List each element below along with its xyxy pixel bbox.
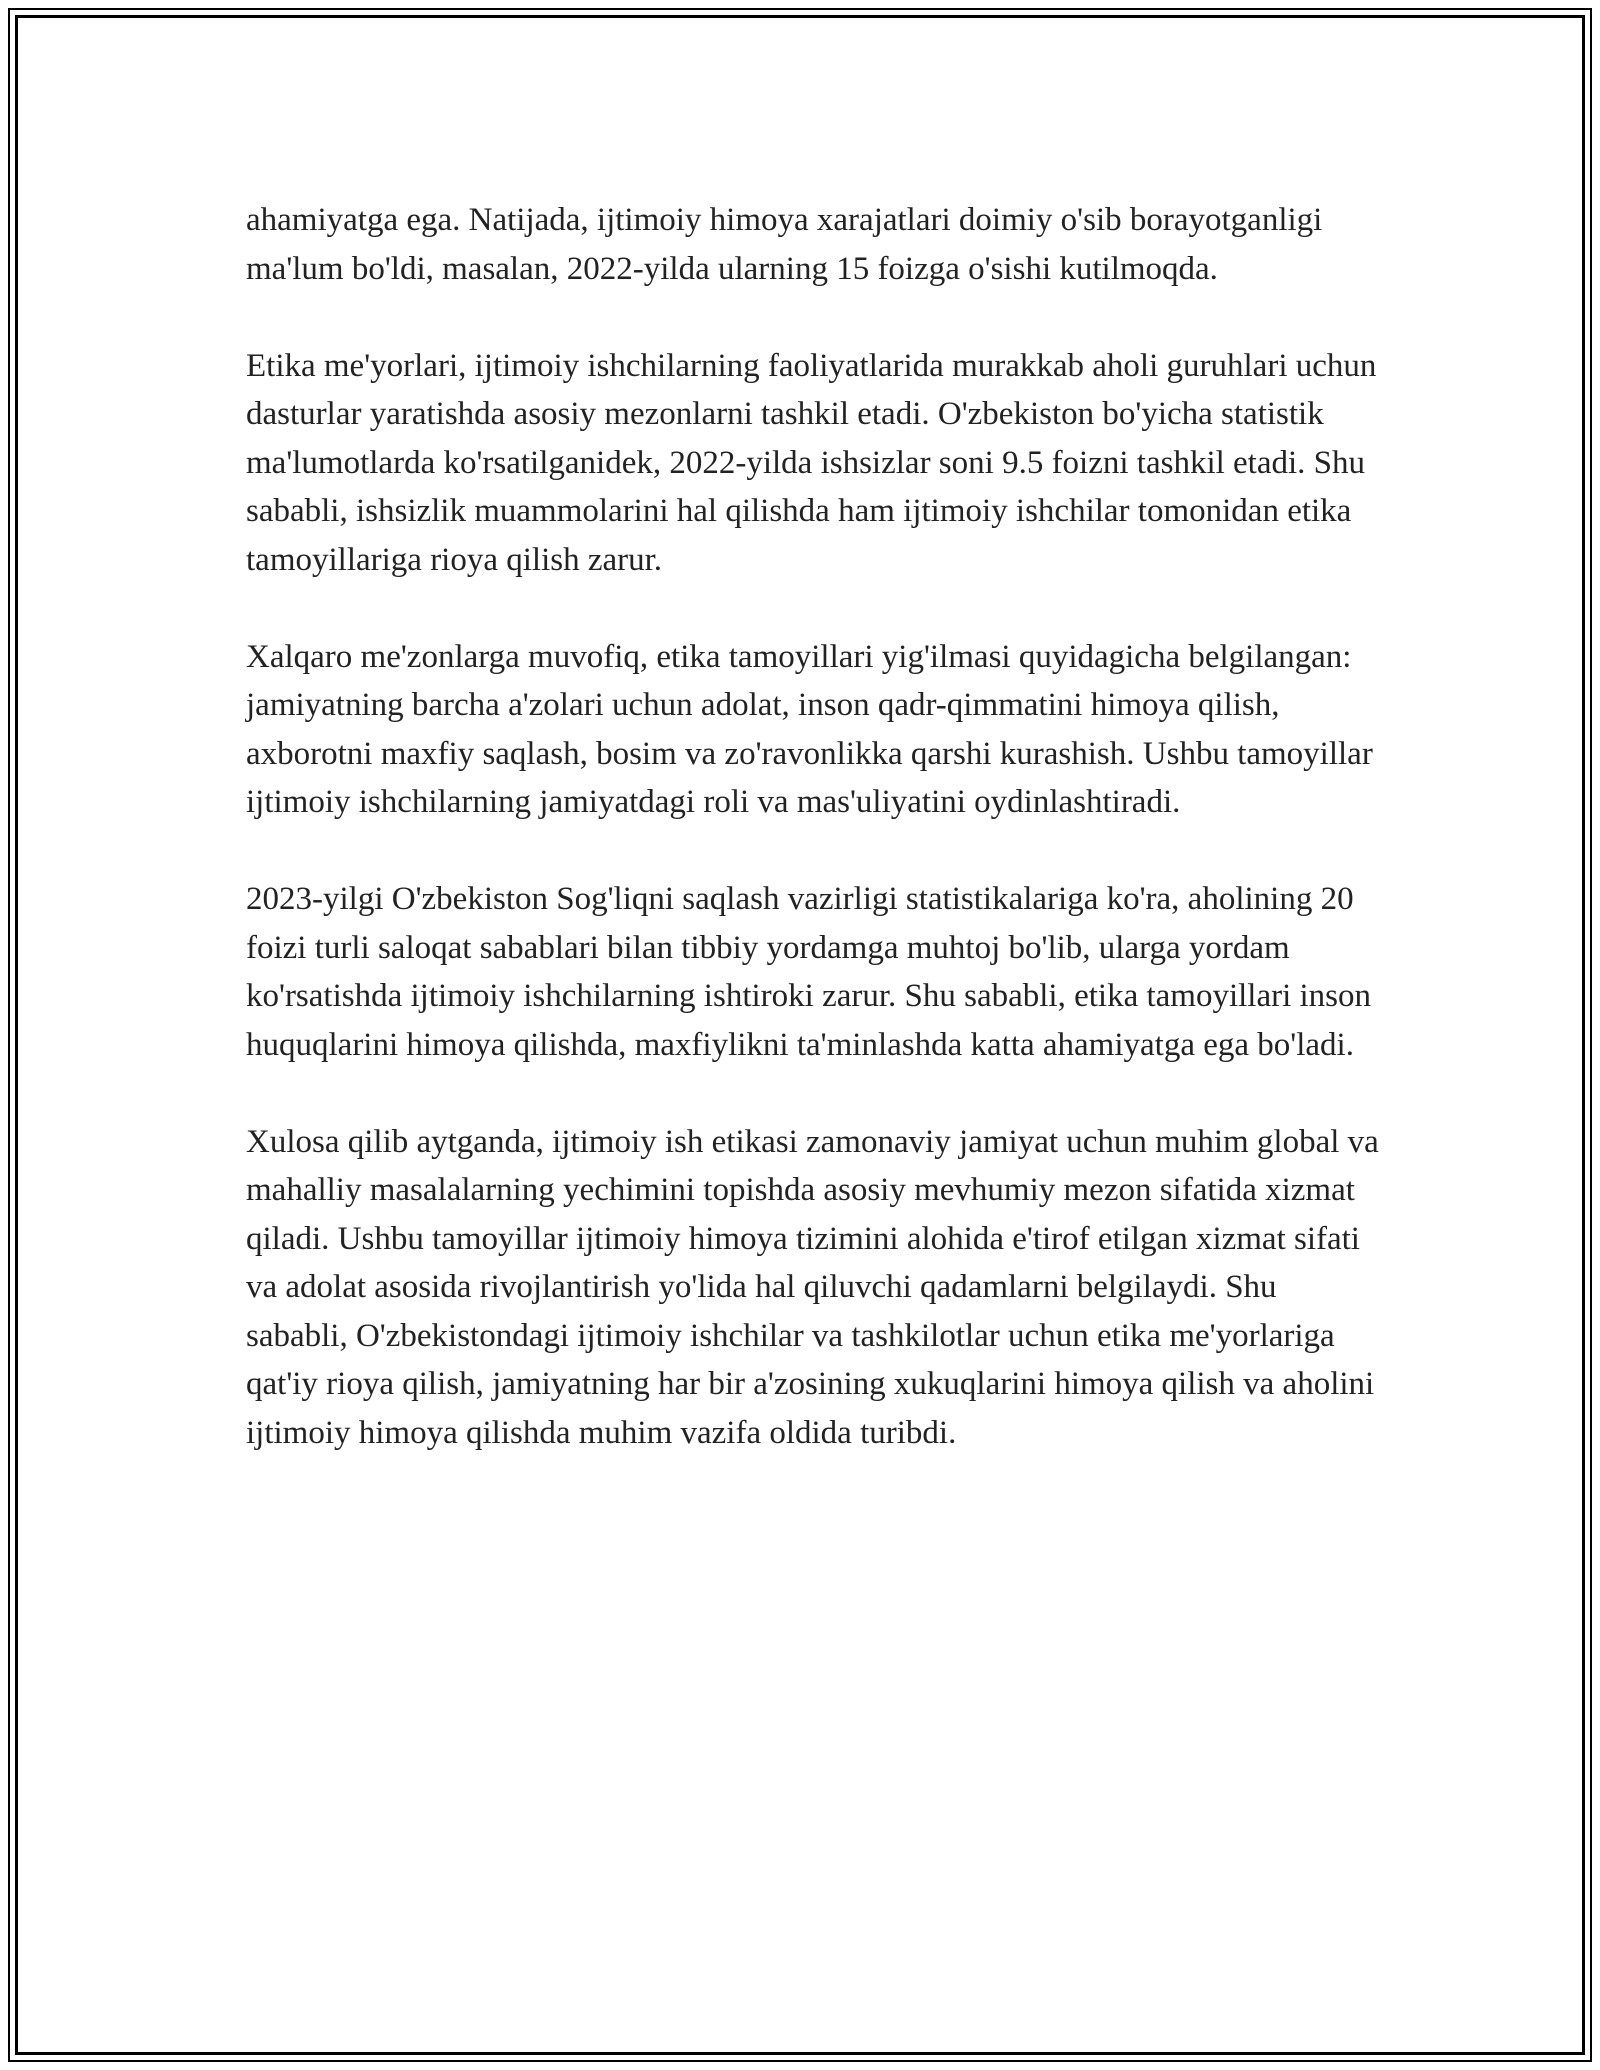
document-body <box>246 196 1386 1506</box>
page-frame <box>8 8 1592 2062</box>
paragraph: Xalqaro me'zonlarga muvofiq, etika tamoyillari yig'ilmasi quyidagicha belgilangan: jamiyatning barcha a'zolari uchun adolat, inson qadr-qimmatini himoya qilish, axborotni maxfiy saqlash, bosim va zo'ravonlikka qarshi kurashish. Ushbu tamoyillar ijtimoiy ishchilarning jamiyatdagi roli va mas'uliyatini oydinlashtiradi. <box>246 638 1373 820</box>
paragraph: Etika me'yorlari, ijtimoiy ishchilarning faoliyatlarida murakkab aholi guruhlari uchun dasturlar yaratishda asosiy mezonlarni tashkil etadi. O'zbekiston bo'yicha statistik ma'lumotlarda ko'rsatilganidek, 2022-yilda ishsizlar soni 9.5 foizni tashkil etadi. Shu sababli, ishsizlik muammolarini hal qilishda ham ijtimoiy ishchilar tomonidan etika tamoyillariga rioya qilish zarur. <box>246 347 1377 578</box>
paragraph: ahamiyatga ega. Natijada, ijtimoiy himoya xarajatlari doimiy o'sib borayotganligi ma'lum bo'ldi, masalan, 2022-yilda ularning 15 foizga o'sishi kutilmoqda. <box>246 202 1323 287</box>
paragraph: Xulosa qilib aytganda, ijtimoiy ish etikasi zamonaviy jamiyat uchun muhim global va mahalliy masalalarning yechimini topishda asosiy mevhumiy mezon sifatida xizmat qiladi. Ushbu tamoyillar ijtimoiy himoya tizimini alohida e'tirof etilgan xizmat sifati va adolat asosida rivojlantirish yo'lida hal qiluvchi qadamlarni belgilaydi. Shu sababli, O'zbekistondagi ijtimoiy ishchilar va tashkilotlar uchun etika me'yorlariga qat'iy rioya qilish, jamiyatning har bir a'zosining xukuqlarini himoya qilish va aholini ijtimoiy himoya qilishda muhim vazifa oldida turibdi. <box>246 1123 1379 1451</box>
paragraph: 2023-yilgi O'zbekiston Sog'liqni saqlash vazirligi statistikalariga ko'ra, aholining 20 foizi turli saloqat sabablari bilan tibbiy yordamga muhtoj bo'lib, ularga yordam ko'rsatishda ijtimoiy ishchilarning ishtiroki zarur. Shu sababli, etika tamoyillari inson huquqlarini himoya qilishda, maxfiylikni ta'minlashda katta ahamiyatga ega bo'ladi. <box>246 881 1372 1063</box>
